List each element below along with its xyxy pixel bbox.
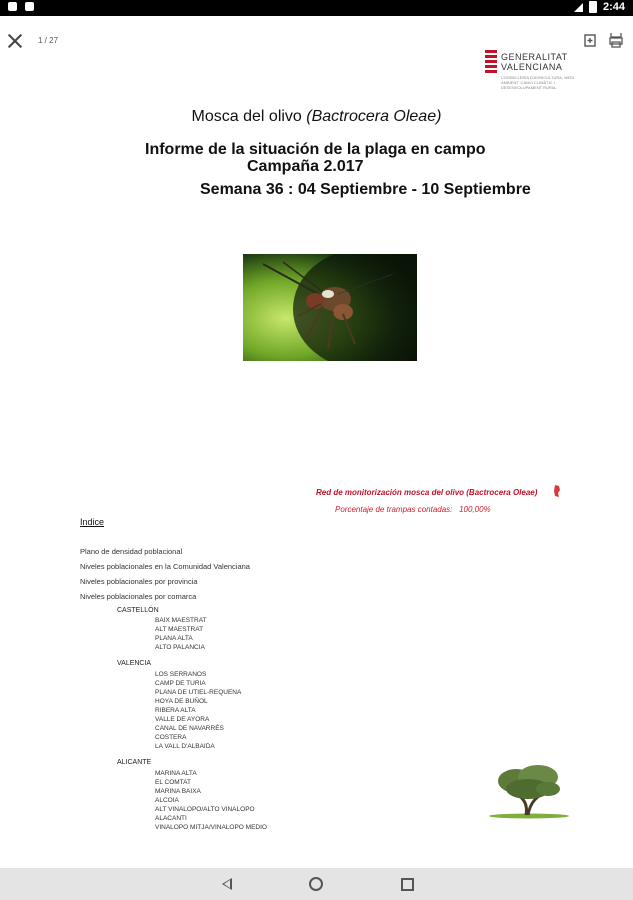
- comarca-item[interactable]: HOYA DE BUÑOL: [155, 698, 208, 705]
- home-icon[interactable]: [309, 877, 323, 891]
- add-to-drive-icon[interactable]: [584, 32, 600, 48]
- comarca-item[interactable]: PLANA DE UTIEL-REQUENA: [155, 689, 242, 696]
- toc-item[interactable]: Niveles poblacionales en la Comunidad Valenciana: [80, 562, 250, 571]
- comarca-item[interactable]: ALACANTI: [155, 815, 187, 822]
- logo-name-line2: VALENCIANA: [501, 62, 563, 72]
- comarca-item[interactable]: CANAL DE NAVARRÉS: [155, 725, 224, 732]
- battery-icon: [589, 1, 597, 13]
- monitoring-title: Red de monitorización mosca del olivo (Bactrocera Oleae): [316, 488, 538, 497]
- system-nav-bar: [0, 868, 633, 900]
- comarca-item[interactable]: LA VALL D'ALBAIDA: [155, 743, 215, 750]
- logo-subtitle: CONSELLERIA D'AGRICULTURA, MEDI AMBIENT, CANVI CLIMÀTIC I DESENVOLUPAMENT RURAL: [501, 75, 575, 90]
- comarca-item[interactable]: ALT MAESTRAT: [155, 626, 204, 633]
- comarca-item[interactable]: EL COMTAT: [155, 779, 191, 786]
- olive-fly-photo: [243, 254, 417, 361]
- province-castellon[interactable]: CASTELLÓN: [117, 607, 159, 614]
- back-icon[interactable]: [222, 878, 232, 890]
- comarca-item[interactable]: COSTERA: [155, 734, 187, 741]
- comarca-item[interactable]: BAIX MAESTRAT: [155, 617, 207, 624]
- comarca-item[interactable]: MARINA BAIXA: [155, 788, 201, 795]
- status-time: 2:44: [602, 1, 625, 13]
- close-icon[interactable]: [8, 34, 22, 48]
- toc-item[interactable]: Plano de densidad poblacional: [80, 547, 183, 556]
- comarca-item[interactable]: ALCOIA: [155, 797, 179, 804]
- comarca-item[interactable]: MARINA ALTA: [155, 770, 197, 777]
- comarca-item[interactable]: CAMP DE TURIA: [155, 680, 206, 687]
- index-heading: Indice: [80, 517, 105, 527]
- province-alicante[interactable]: ALICANTE: [117, 759, 152, 766]
- traps-percentage: Porcentaje de trampas contadas: 100,00%: [335, 505, 491, 514]
- signal-icon: [574, 3, 583, 12]
- recent-apps-icon[interactable]: [401, 878, 414, 891]
- comarca-item[interactable]: VINALOPO MITJA/VINALOPO MEDIO: [155, 824, 267, 831]
- notification-icon: [8, 2, 17, 11]
- print-icon[interactable]: [608, 32, 624, 48]
- campaign-title: Campaña 2.017: [247, 158, 364, 175]
- comarca-item[interactable]: PLANA ALTA: [155, 635, 193, 642]
- traps-value: 100,00%: [459, 505, 491, 514]
- toc-item[interactable]: Niveles poblacionales por comarca: [80, 592, 197, 601]
- comarca-item[interactable]: LOS SERRANOS: [155, 671, 207, 678]
- comarca-item[interactable]: ALTO PALANCIA: [155, 644, 205, 651]
- document-title: Mosca del olivo (Bactrocera Oleae): [191, 108, 442, 125]
- week-title: Semana 36 : 04 Septiembre - 10 Septiembre: [200, 181, 531, 198]
- olive-tree-image: [488, 763, 570, 819]
- page-counter: 1 / 27: [38, 36, 59, 45]
- comarca-item[interactable]: ALT VINALOPO/ALTO VINALOPO: [155, 806, 255, 813]
- comarca-item[interactable]: VALLE DE AYORA: [155, 716, 210, 723]
- logo-name-line1: GENERALITAT: [501, 52, 568, 62]
- generalitat-emblem-icon: [485, 50, 497, 78]
- status-bar: [0, 0, 633, 16]
- map-thumbnail-icon: [553, 484, 561, 498]
- comarca-item[interactable]: RIBERA ALTA: [155, 707, 196, 714]
- species-name: (Bactrocera Oleae): [306, 108, 442, 125]
- province-valencia[interactable]: VALENCIA: [117, 660, 152, 667]
- toc-item[interactable]: Niveles poblacionales por provincia: [80, 577, 198, 586]
- report-title: Informe de la situación de la plaga en campo: [145, 141, 486, 158]
- generalitat-logo: [485, 48, 590, 88]
- app-notification-icon: [25, 2, 34, 11]
